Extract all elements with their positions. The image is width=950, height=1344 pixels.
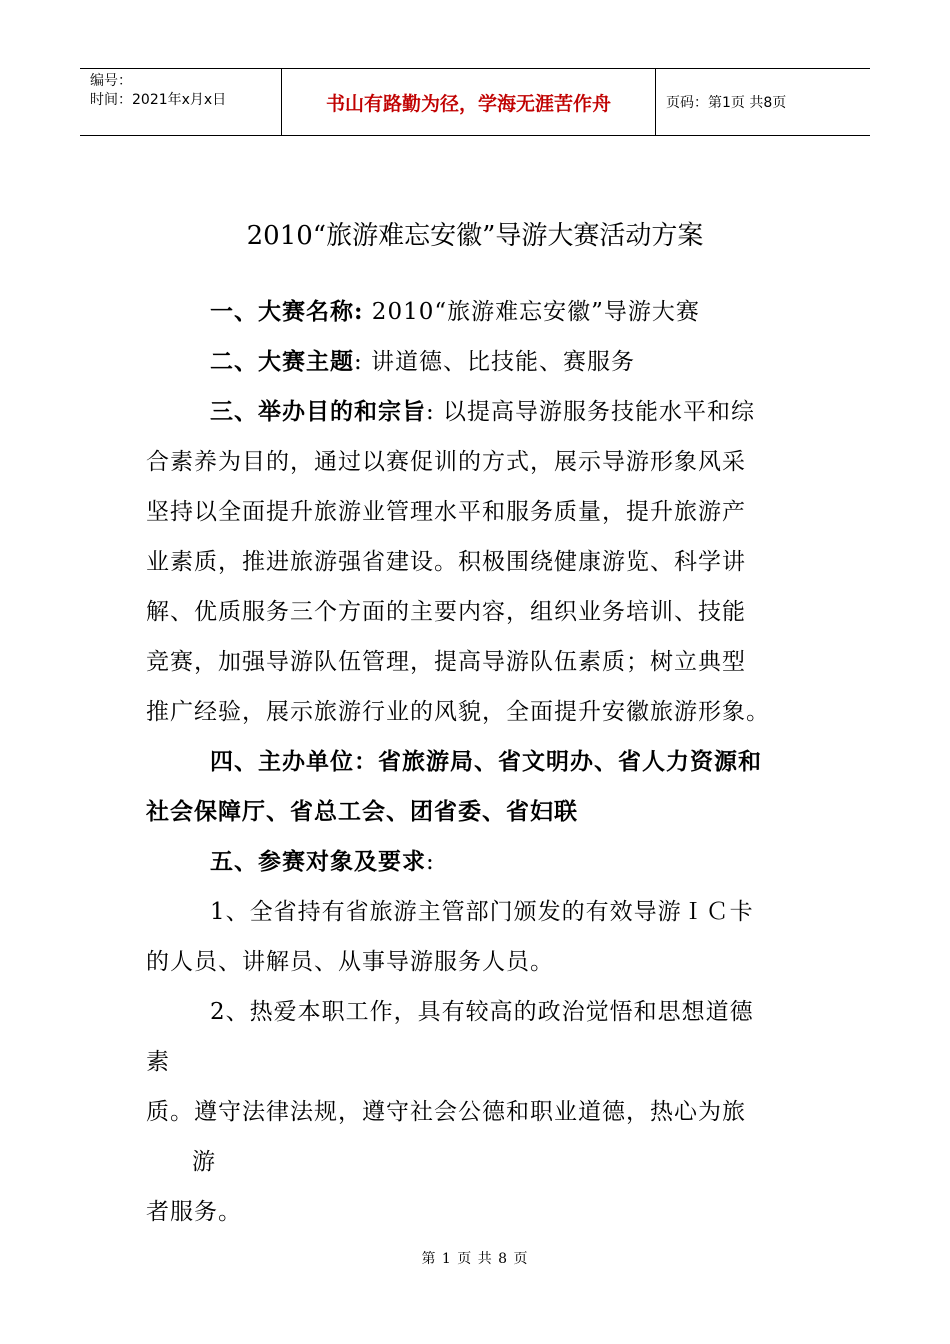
item-2-line: 素 <box>146 1049 170 1075</box>
number-label: 编号： <box>90 73 132 89</box>
motto-text: 书山有路勤为径，学海无涯苦作舟 <box>325 92 611 115</box>
section-3-line: 业素质，推进旅游强省建设。积极围绕健康游览、科学讲 <box>146 549 746 575</box>
section-3-line: 合素养为目的，通过以赛促训的方式，展示导游形象风采 <box>146 449 746 475</box>
section-3-line: : 以提高导游服务技能水平和综 <box>426 399 756 425</box>
item-1-line: 的人员、讲解员、从事导游服务人员。 <box>146 949 554 975</box>
section-5 <box>146 837 810 887</box>
section-3-line: 坚持以全面提升旅游业管理水平和服务质量，提升旅游产 <box>146 499 746 525</box>
item-2-line: 游 <box>192 1149 216 1175</box>
header-motto-cell <box>282 69 656 135</box>
item-2-line: 2、热爱本职工作，具有较高的政治觉悟和思想道德 <box>210 999 754 1025</box>
section-3-line: 解、优质服务三个方面的主要内容，组织业务培训、技能 <box>146 599 746 625</box>
section-3-line: 竞赛，加强导游队伍管理，提高导游队伍素质；树立典型 <box>146 649 746 675</box>
item-2-line: 质。遵守法律法规，遵守社会公德和职业道德，热心为旅 <box>146 1099 746 1125</box>
section-5-colon: : <box>426 849 435 875</box>
header-table <box>80 68 870 136</box>
time-label: 时间：2021年x月x日 <box>90 92 227 108</box>
item-2-line: 者服务。 <box>146 1199 242 1225</box>
section-2-text: : 讲道德、比技能、赛服务 <box>354 349 636 375</box>
section-2 <box>146 337 810 387</box>
header-meta-cell <box>80 69 282 135</box>
section-3-line: 推广经验，展示旅游行业的风貌，全面提升安徽旅游形象。 <box>146 699 770 725</box>
document-body <box>146 287 810 1237</box>
section-1 <box>146 287 810 337</box>
section-3-label: 三、举办目的和宗旨 <box>210 398 426 425</box>
section-5-label: 五、参赛对象及要求 <box>210 848 426 875</box>
section-4-line: 四、主办单位：省旅游局、省文明办、省人力资源和 <box>210 748 762 775</box>
header-page-cell <box>656 69 870 135</box>
section-1-text: 2010“旅游难忘安徽”导游大赛 <box>363 299 700 325</box>
document-title: 2010“旅游难忘安徽”导游大赛活动方案 <box>246 221 704 251</box>
page-footer: 第 1 页 共 8 页 <box>421 1251 529 1267</box>
section-1-label: 一、大赛名称: <box>210 298 364 325</box>
page-info: 页码：第1页 共8页 <box>666 95 787 111</box>
section-4-line: 社会保障厅、省总工会、团省委、省妇联 <box>146 798 578 825</box>
item-1-line: 1、全省持有省旅游主管部门颁发的有效导游ＩＣ卡 <box>210 899 754 925</box>
section-3 <box>146 387 810 437</box>
section-2-label: 二、大赛主题 <box>210 348 354 375</box>
